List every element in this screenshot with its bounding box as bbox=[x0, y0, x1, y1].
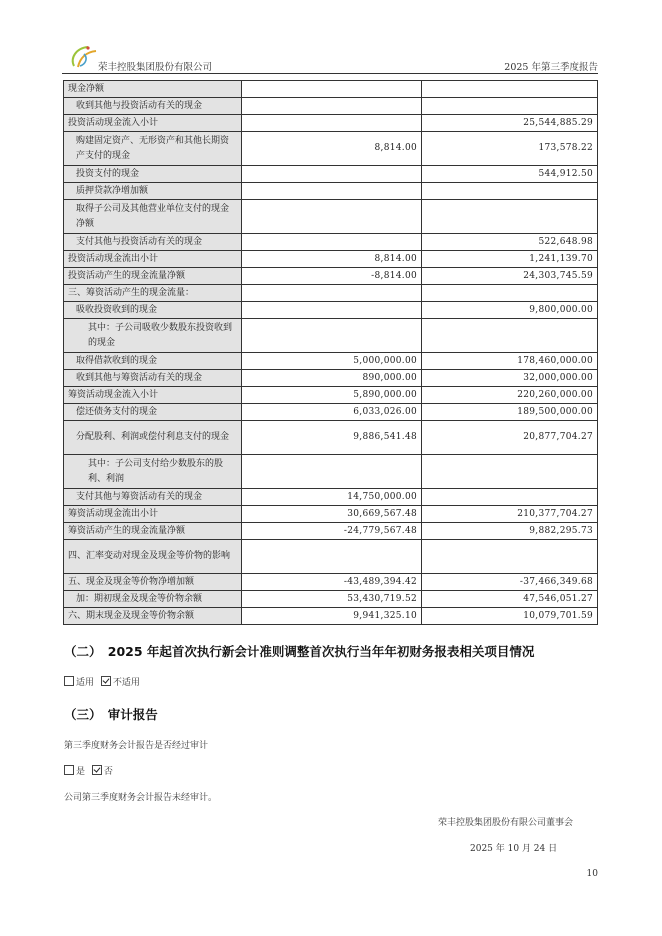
row-label: 投资支付的现金 bbox=[64, 166, 242, 183]
table-row bbox=[64, 455, 598, 489]
company-logo-icon bbox=[66, 44, 100, 70]
option-yes-label: 是 bbox=[76, 767, 86, 777]
current-period-value bbox=[242, 319, 422, 353]
prior-period-value bbox=[422, 98, 598, 115]
current-period-value bbox=[242, 234, 422, 251]
row-label: 加：期初现金及现金等价物余额 bbox=[64, 591, 242, 608]
table-row bbox=[64, 319, 598, 353]
table-row bbox=[64, 200, 598, 234]
table-row bbox=[64, 234, 598, 251]
checkbox-not-applicable[interactable] bbox=[101, 676, 111, 686]
current-period-value: 9,941,325.10 bbox=[242, 608, 422, 625]
table-row bbox=[64, 81, 598, 98]
page-header bbox=[62, 44, 598, 72]
prior-period-value: 1,241,139.70 bbox=[422, 251, 598, 268]
current-period-value: 14,750,000.00 bbox=[242, 489, 422, 506]
row-label: 购建固定资产、无形资产和其他长期资产支付的现金 bbox=[64, 132, 242, 166]
current-period-value bbox=[242, 302, 422, 319]
checkbox-applicable[interactable] bbox=[64, 676, 74, 686]
table-row bbox=[64, 506, 598, 523]
row-label: 三、筹资活动产生的现金流量： bbox=[64, 285, 242, 302]
report-title: 2025 年第三季度报告 bbox=[504, 62, 598, 73]
row-label: 筹资活动现金流出小计 bbox=[64, 506, 242, 523]
signature-date: 2025 年 10 月 24 日 bbox=[470, 844, 558, 854]
prior-period-value: 522,648.98 bbox=[422, 234, 598, 251]
table-row bbox=[64, 166, 598, 183]
option-not-applicable-label: 不适用 bbox=[112, 678, 140, 688]
prior-period-value: 10,079,701.59 bbox=[422, 608, 598, 625]
audit-question: 第三季度财务会计报告是否经过审计 bbox=[64, 741, 209, 751]
row-label: 取得借款收到的现金 bbox=[64, 353, 242, 370]
prior-period-value bbox=[422, 455, 598, 489]
table-row bbox=[64, 523, 598, 540]
current-period-value: 890,000.00 bbox=[242, 370, 422, 387]
prior-period-value: 24,303,745.59 bbox=[422, 268, 598, 285]
table-row bbox=[64, 574, 598, 591]
table-row bbox=[64, 404, 598, 421]
current-period-value: 8,814.00 bbox=[242, 132, 422, 166]
table-row bbox=[64, 387, 598, 404]
prior-period-value: 220,260,000.00 bbox=[422, 387, 598, 404]
row-label: 取得子公司及其他营业单位支付的现金净额 bbox=[64, 200, 242, 234]
table-row bbox=[64, 370, 598, 387]
current-period-value bbox=[242, 540, 422, 574]
current-period-value bbox=[242, 285, 422, 302]
prior-period-value bbox=[422, 200, 598, 234]
prior-period-value: 9,800,000.00 bbox=[422, 302, 598, 319]
table-row bbox=[64, 268, 598, 285]
table-row bbox=[64, 302, 598, 319]
current-period-value bbox=[242, 200, 422, 234]
prior-period-value: 25,544,885.29 bbox=[422, 115, 598, 132]
table-row bbox=[64, 540, 598, 574]
cash-flow-table bbox=[63, 80, 598, 625]
current-period-value bbox=[242, 183, 422, 200]
section-2-options bbox=[64, 675, 140, 688]
table-row bbox=[64, 421, 598, 455]
prior-period-value: 544,912.50 bbox=[422, 166, 598, 183]
table-row bbox=[64, 353, 598, 370]
current-period-value bbox=[242, 98, 422, 115]
table-row bbox=[64, 251, 598, 268]
row-label: 质押贷款净增加额 bbox=[64, 183, 242, 200]
table-row bbox=[64, 115, 598, 132]
row-label: 吸收投资收到的现金 bbox=[64, 302, 242, 319]
current-period-value: -43,489,394.42 bbox=[242, 574, 422, 591]
current-period-value: 8,814.00 bbox=[242, 251, 422, 268]
current-period-value: 9,886,541.48 bbox=[242, 421, 422, 455]
table-row bbox=[64, 591, 598, 608]
row-label: 其中：子公司吸收少数股东投资收到的现金 bbox=[64, 319, 242, 353]
current-period-value bbox=[242, 166, 422, 183]
prior-period-value: 32,000,000.00 bbox=[422, 370, 598, 387]
section-3-options bbox=[64, 764, 113, 777]
current-period-value: 5,890,000.00 bbox=[242, 387, 422, 404]
row-label: 收到其他与投资活动有关的现金 bbox=[64, 98, 242, 115]
prior-period-value: -37,466,349.68 bbox=[422, 574, 598, 591]
prior-period-value: 178,460,000.00 bbox=[422, 353, 598, 370]
audit-statement: 公司第三季度财务会计报告未经审计。 bbox=[64, 793, 218, 803]
table-row bbox=[64, 132, 598, 166]
row-label: 偿还债务支付的现金 bbox=[64, 404, 242, 421]
option-applicable-label: 适用 bbox=[76, 678, 95, 688]
section-3-heading: （三） 审计报告 bbox=[64, 707, 158, 722]
row-label: 四、汇率变动对现金及现金等价物的影响 bbox=[64, 540, 242, 574]
row-label: 五、现金及现金等价物净增加额 bbox=[64, 574, 242, 591]
table-row bbox=[64, 608, 598, 625]
prior-period-value bbox=[422, 81, 598, 98]
table-row bbox=[64, 285, 598, 302]
current-period-value bbox=[242, 455, 422, 489]
prior-period-value: 173,578.22 bbox=[422, 132, 598, 166]
row-label: 筹资活动现金流入小计 bbox=[64, 387, 242, 404]
prior-period-value bbox=[422, 319, 598, 353]
section-2-heading: （二） 2025 年起首次执行新会计准则调整首次执行当年年初财务报表相关项目情况 bbox=[64, 644, 535, 659]
current-period-value: 30,669,567.48 bbox=[242, 506, 422, 523]
current-period-value: 6,033,026.00 bbox=[242, 404, 422, 421]
prior-period-value: 9,882,295.73 bbox=[422, 523, 598, 540]
checkbox-yes[interactable] bbox=[64, 765, 74, 775]
current-period-value: -24,779,567.48 bbox=[242, 523, 422, 540]
option-no-label: 否 bbox=[103, 767, 113, 777]
company-name: 荣丰控股集团股份有限公司 bbox=[98, 62, 213, 73]
prior-period-value: 47,546,051.27 bbox=[422, 591, 598, 608]
prior-period-value bbox=[422, 285, 598, 302]
current-period-value: -8,814.00 bbox=[242, 268, 422, 285]
current-period-value bbox=[242, 81, 422, 98]
row-label: 现金净额 bbox=[64, 81, 242, 98]
board-signature: 荣丰控股集团股份有限公司董事会 bbox=[438, 818, 574, 828]
row-label: 支付其他与筹资活动有关的现金 bbox=[64, 489, 242, 506]
prior-period-value: 210,377,704.27 bbox=[422, 506, 598, 523]
row-label: 六、期末现金及现金等价物余额 bbox=[64, 608, 242, 625]
row-label: 投资活动现金流入小计 bbox=[64, 115, 242, 132]
current-period-value: 53,430,719.52 bbox=[242, 591, 422, 608]
prior-period-value bbox=[422, 489, 598, 506]
checkbox-no[interactable] bbox=[92, 765, 102, 775]
table-row bbox=[64, 183, 598, 200]
row-label: 投资活动产生的现金流量净额 bbox=[64, 268, 242, 285]
row-label: 其中：子公司支付给少数股东的股利、利润 bbox=[64, 455, 242, 489]
prior-period-value: 20,877,704.27 bbox=[422, 421, 598, 455]
row-label: 筹资活动产生的现金流量净额 bbox=[64, 523, 242, 540]
prior-period-value bbox=[422, 540, 598, 574]
prior-period-value: 189,500,000.00 bbox=[422, 404, 598, 421]
row-label: 收到其他与筹资活动有关的现金 bbox=[64, 370, 242, 387]
row-label: 投资活动现金流出小计 bbox=[64, 251, 242, 268]
row-label: 分配股利、利润或偿付利息支付的现金 bbox=[64, 421, 242, 455]
row-label: 支付其他与投资活动有关的现金 bbox=[64, 234, 242, 251]
header-divider bbox=[62, 73, 598, 74]
table-row bbox=[64, 489, 598, 506]
current-period-value bbox=[242, 115, 422, 132]
current-period-value: 5,000,000.00 bbox=[242, 353, 422, 370]
table-row bbox=[64, 98, 598, 115]
prior-period-value bbox=[422, 183, 598, 200]
page-number: 10 bbox=[586, 869, 598, 879]
